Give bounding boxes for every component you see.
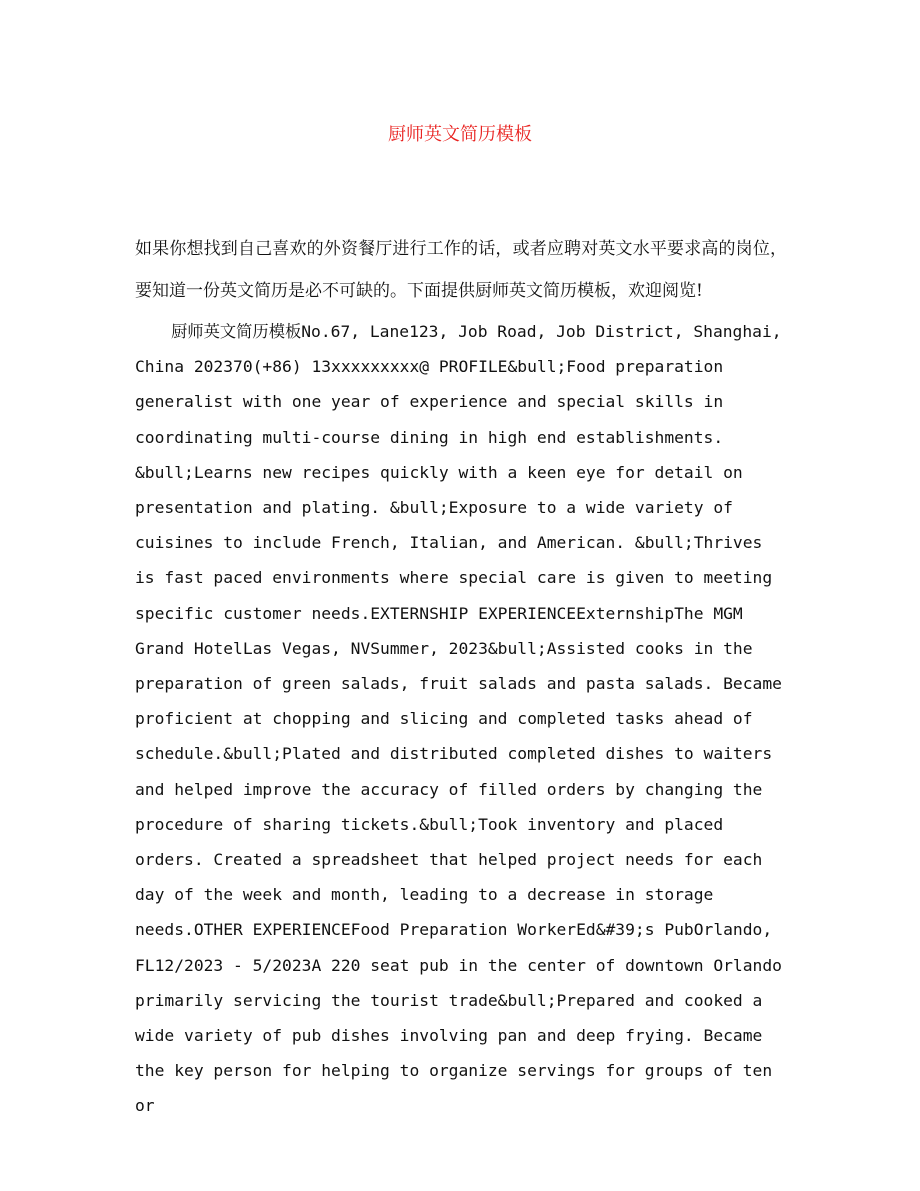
document-title: 厨师英文简历模板 <box>388 124 532 145</box>
resume-body-paragraph: 厨师英文简历模板No.67, Lane123, Job Road, Job District, Shanghai, China 202370(+86) 13xxxxxxxxx@ PROFILE&bull;Food preparation generalist with one year of experience and special skills in coordinating multi-course dining in high end establishments. &bull;Learns new recipes quickly with a keen eye for detail on presentation and plating. &bull;Exposure to a wide variety of cuisines to include French, Italian, and American. &bull;Thrives is fast paced environments where special care is given to meeting specific customer needs.EXTERNSHIP EXPERIENCEExternshipThe MGM Grand HotelLas Vegas, NVSummer, 2023&bull;Assisted cooks in the preparation of green salads, fruit salads and pasta salads. Became proficient at chopping and slicing and completed tasks ahead of schedule.&bull;Plated and distributed completed dishes to waiters and helped improve the accuracy of filled orders by changing the procedure of sharing tickets.&bull;Took inventory and placed orders. Created a spreadsheet that helped project needs for each day of the week and month, leading to a decrease in storage needs.OTHER EXPERIENCEFood Preparation WorkerEd&#39;s PubOrlando, FL12/2023 - 5/2023A 220 seat pub in the center of downtown Orlando primarily servicing the tourist trade&bull;Prepared and cooked a wide variety of pub dishes involving pan and deep frying. Became the key person for helping to organize servings for groups of ten or <box>135 322 782 1116</box>
intro-paragraph: 如果你想找到自己喜欢的外资餐厅进行工作的话，或者应聘对英文水平要求高的岗位，要知道一份英文简历是必不可缺的。下面提供厨师英文简历模板，欢迎阅览! <box>135 239 787 301</box>
